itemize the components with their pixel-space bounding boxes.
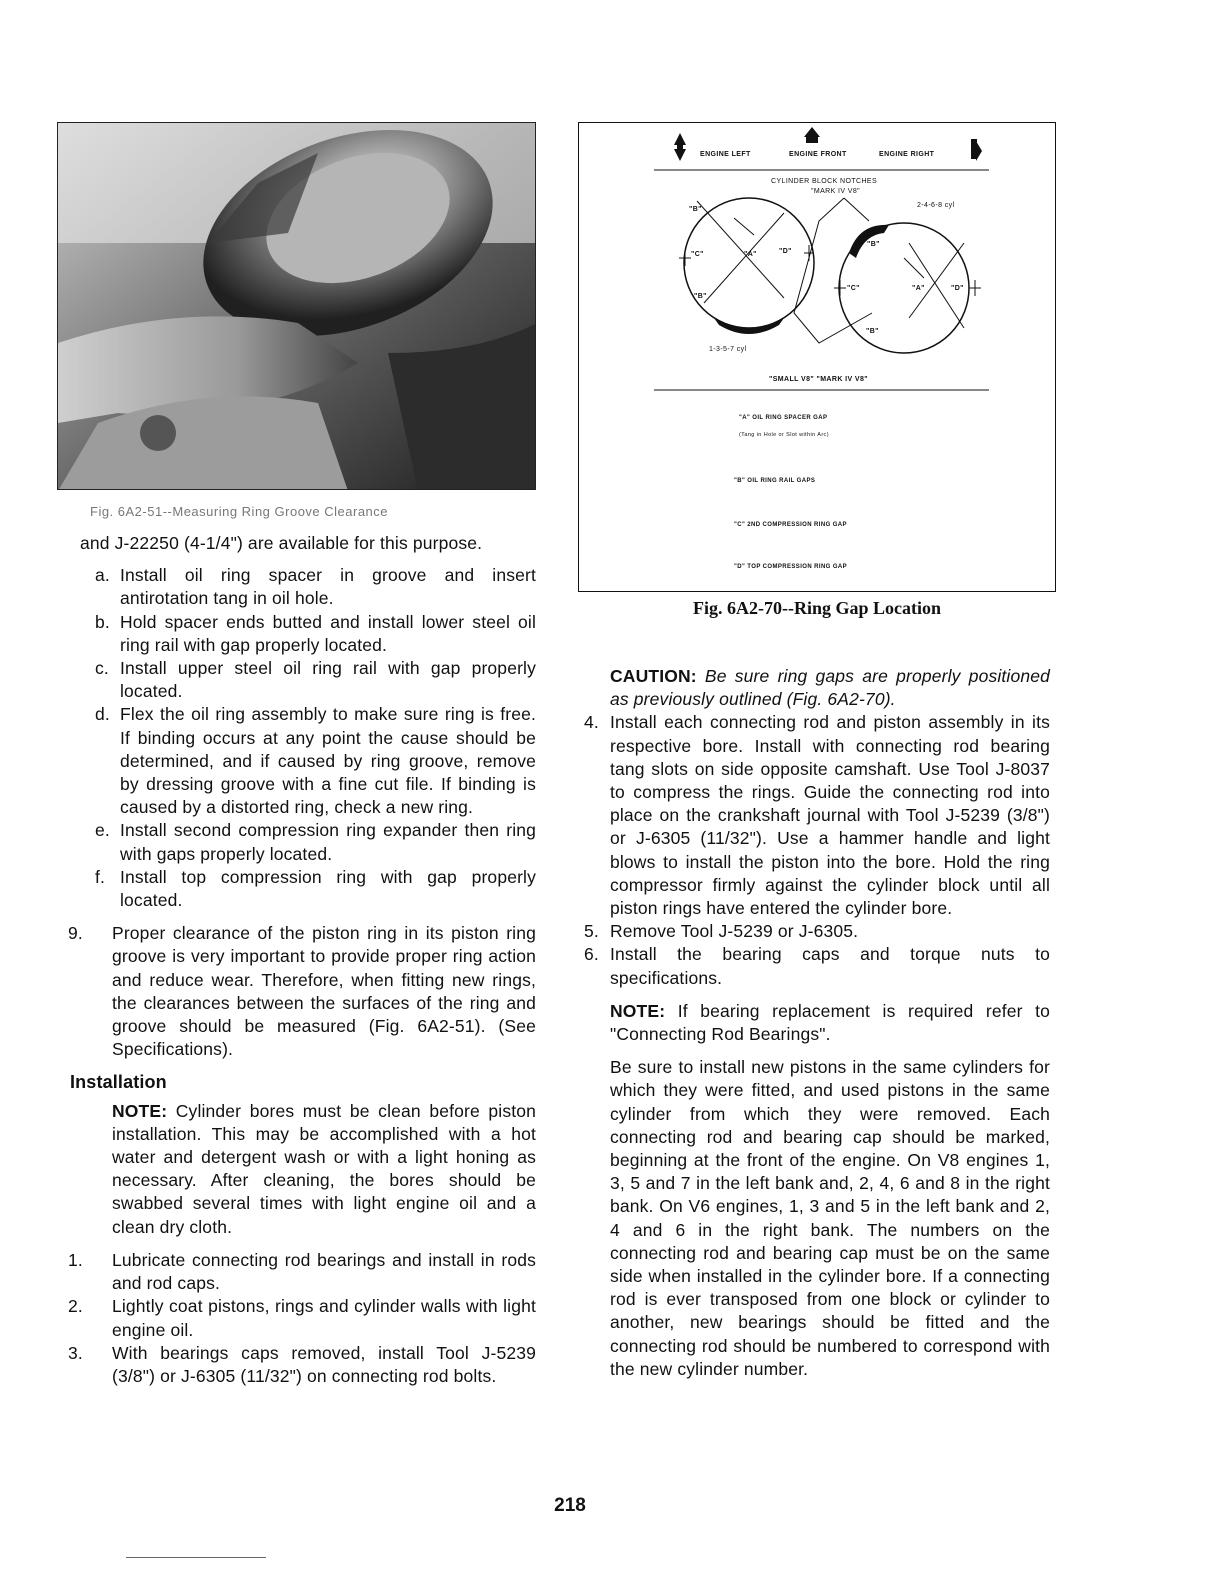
bottom-rule [126, 1557, 266, 1558]
installation-steps [68, 1249, 536, 1388]
list-item [80, 866, 536, 912]
list-text: Lightly coat pistons, rings and cylinder walls with light engine oil. [112, 1296, 536, 1340]
front-arrow-icon [804, 127, 820, 137]
list-item [80, 657, 536, 703]
page-number: 218 [554, 1495, 586, 1516]
list-marker: a. [95, 565, 110, 586]
list-marker: b. [95, 611, 110, 632]
list-marker: 1. [68, 1249, 83, 1270]
list-text: Remove Tool J-5239 or J-6305. [610, 921, 859, 942]
oil-ring-steps [80, 564, 536, 912]
installation-note [80, 1100, 536, 1239]
assembly-steps [584, 711, 1050, 989]
legend-a-note: (Tang in Hole or Slot within Arc) [739, 432, 829, 438]
photo-caption: Fig. 6A2-51--Measuring Ring Groove Clearance [90, 504, 389, 519]
list-marker: d. [95, 704, 110, 725]
list-marker: 6. [584, 944, 599, 965]
list-text: With bearings caps removed, install Tool J-5239 (3/8") or J-6305 (11/32") on connecting rod bolts. [112, 1342, 536, 1386]
list-marker: 3. [68, 1342, 83, 1363]
list-item [68, 1342, 536, 1388]
intro-text: and J-22250 (4-1/4") are available for this purpose. [80, 533, 483, 553]
list-text: Install oil ring spacer in groove and insert antirotation tang in oil hole. [120, 565, 536, 609]
label-b: "B" [689, 206, 702, 213]
legend-d: "D" TOP COMPRESSION RING GAP [734, 564, 848, 570]
label-a: "A" [912, 285, 925, 292]
list-text: Install second compression ring expander then ring with gaps properly located. [120, 820, 536, 864]
cyl-right-label: 2-4-6-8 cyl [917, 202, 955, 209]
mark-iv-label: "MARK IV V8" [811, 188, 861, 195]
list-marker: 2. [68, 1296, 83, 1317]
list-item [80, 819, 536, 865]
list-item [80, 564, 536, 610]
label-d: "D" [779, 248, 792, 255]
list-marker: f. [95, 866, 106, 887]
right-column [584, 665, 1050, 1381]
piston-photo [57, 122, 536, 490]
diagram-caption: Fig. 6A2-70--Ring Gap Location [692, 598, 941, 618]
list-marker: 5. [584, 921, 599, 942]
section-heading: Installation [70, 1072, 167, 1093]
list-text: Install the bearing caps and torque nuts to specifications. [610, 944, 1050, 988]
caution-text [610, 665, 1050, 711]
label-c: "C" [691, 251, 704, 258]
list-item [80, 703, 536, 819]
list-item [584, 711, 1050, 920]
label-c: "C" [847, 285, 860, 292]
list-text: Proper clearance of the piston ring in its piston ring groove is very important to provide proper ring action and reduce wear. Therefore, when fitting new rings, the clearances between the surfaces of the ring and groove should be measured (Fig. 6A2-51). (See Specifications). [112, 923, 536, 1060]
list-text: Install upper steel oil ring rail with gap properly located. [120, 658, 536, 702]
list-item [584, 943, 1050, 989]
pistons-paragraph: Be sure to install new pistons in the same cylinders for which they were fitted, and used pistons in the same cylinder from which they were removed. Each connecting rod and bearing cap should be marked, beginning at the front of the engine. On V8 engines 1, 3, 5 and 7 in the left bank and, 2, 4, 6 and 8 in the right bank. On V6 engines, 1, 3 and 5 in the left bank and 2, 4 and 6 in the right bank. The numbers on the connecting rod and bearing cap must be on the same side when installed in the cylinder bore. If a connecting rod is ever transposed from one block or cylinder to another, new bearings should be fitted and the connecting rod should be numbered to correspond with the new cylinder number. [610, 1057, 1050, 1379]
list-marker: 4. [584, 712, 599, 733]
list-item [80, 611, 536, 657]
ring-gap-diagram-svg [579, 123, 1054, 590]
ring-gap-diagram [578, 122, 1056, 592]
note-text: Cylinder bores must be clean before piston installation. This may be accomplished with a hot water and detergent wash or with a light honing as necessary. After cleaning, the bores should be swabbed several times with light engine oil and a clean dry cloth. [112, 1100, 536, 1237]
engine-right-label: ENGINE RIGHT [879, 151, 935, 158]
list-item [68, 1249, 536, 1295]
label-b: "B" [866, 328, 879, 335]
legend-b: "B" OIL RING RAIL GAPS [734, 478, 816, 484]
list-text: Lubricate connecting rod bearings and install in rods and rod caps. [112, 1249, 536, 1294]
list-item-9 [68, 922, 536, 1061]
engine-front-label: ENGINE FRONT [789, 151, 847, 158]
label-a: "A" [744, 251, 757, 258]
list-marker: c. [95, 658, 109, 679]
caution-body: Be sure ring gaps are properly positioned as previously outlined (Fig. 6A2-70). [610, 666, 1050, 710]
engine-left-label: ENGINE LEFT [700, 151, 751, 158]
bottom-title: "SMALL V8" "MARK IV V8" [769, 376, 868, 383]
list-item [584, 920, 1050, 943]
cyl-left-label: 1-3-5-7 cyl [709, 346, 747, 353]
label-b: "B" [867, 241, 880, 248]
list-text: Install top compression ring with gap properly located. [120, 866, 536, 911]
legend-a: "A" OIL RING SPACER GAP [739, 415, 828, 421]
caution-label: CAUTION: [610, 666, 697, 686]
left-column [68, 532, 536, 1388]
list-item [68, 1295, 536, 1341]
piston-photo-image [58, 123, 536, 490]
bearing-note [610, 1000, 1050, 1046]
label-b: "B" [694, 293, 707, 300]
left-bank-ring [679, 198, 814, 334]
note-label: NOTE: [610, 1000, 666, 1021]
list-text: Flex the oil ring assembly to make sure ring is free. If binding occurs at any point the cause should be determined, and if caused by ring groove, remove by dressing groove with a fine cut file. If binding is caused by a distorted ring, check a new ring. [120, 704, 536, 818]
list-marker: e. [95, 820, 110, 841]
note-label: NOTE: [112, 1100, 168, 1121]
list-text: Hold spacer ends butted and install lower steel oil ring rail with gap properly located. [120, 611, 536, 655]
list-marker: 9. [68, 923, 83, 944]
list-text: Install each connecting rod and piston assembly in its respective bore. Install with connecting rod bearing tang slots on side opposite camshaft. Use Tool J-8037 to compress the rings. Guide the connecting rod into place on the crankshaft journal with Tool J-5239 (3/8") or J-6305 (11/32"). Use a hammer handle and light blows to install the piston into the bore. Hold the ring compressor firmly against the cylinder block until all piston rings have entered the cylinder bore. [610, 712, 1050, 919]
legend-c: "C" 2ND COMPRESSION RING GAP [734, 522, 847, 528]
note-text: If bearing replacement is required refer to "Connecting Rod Bearings". [610, 1000, 1050, 1045]
block-notches-label: CYLINDER BLOCK NOTCHES [771, 178, 878, 185]
label-d: "D" [951, 285, 964, 292]
